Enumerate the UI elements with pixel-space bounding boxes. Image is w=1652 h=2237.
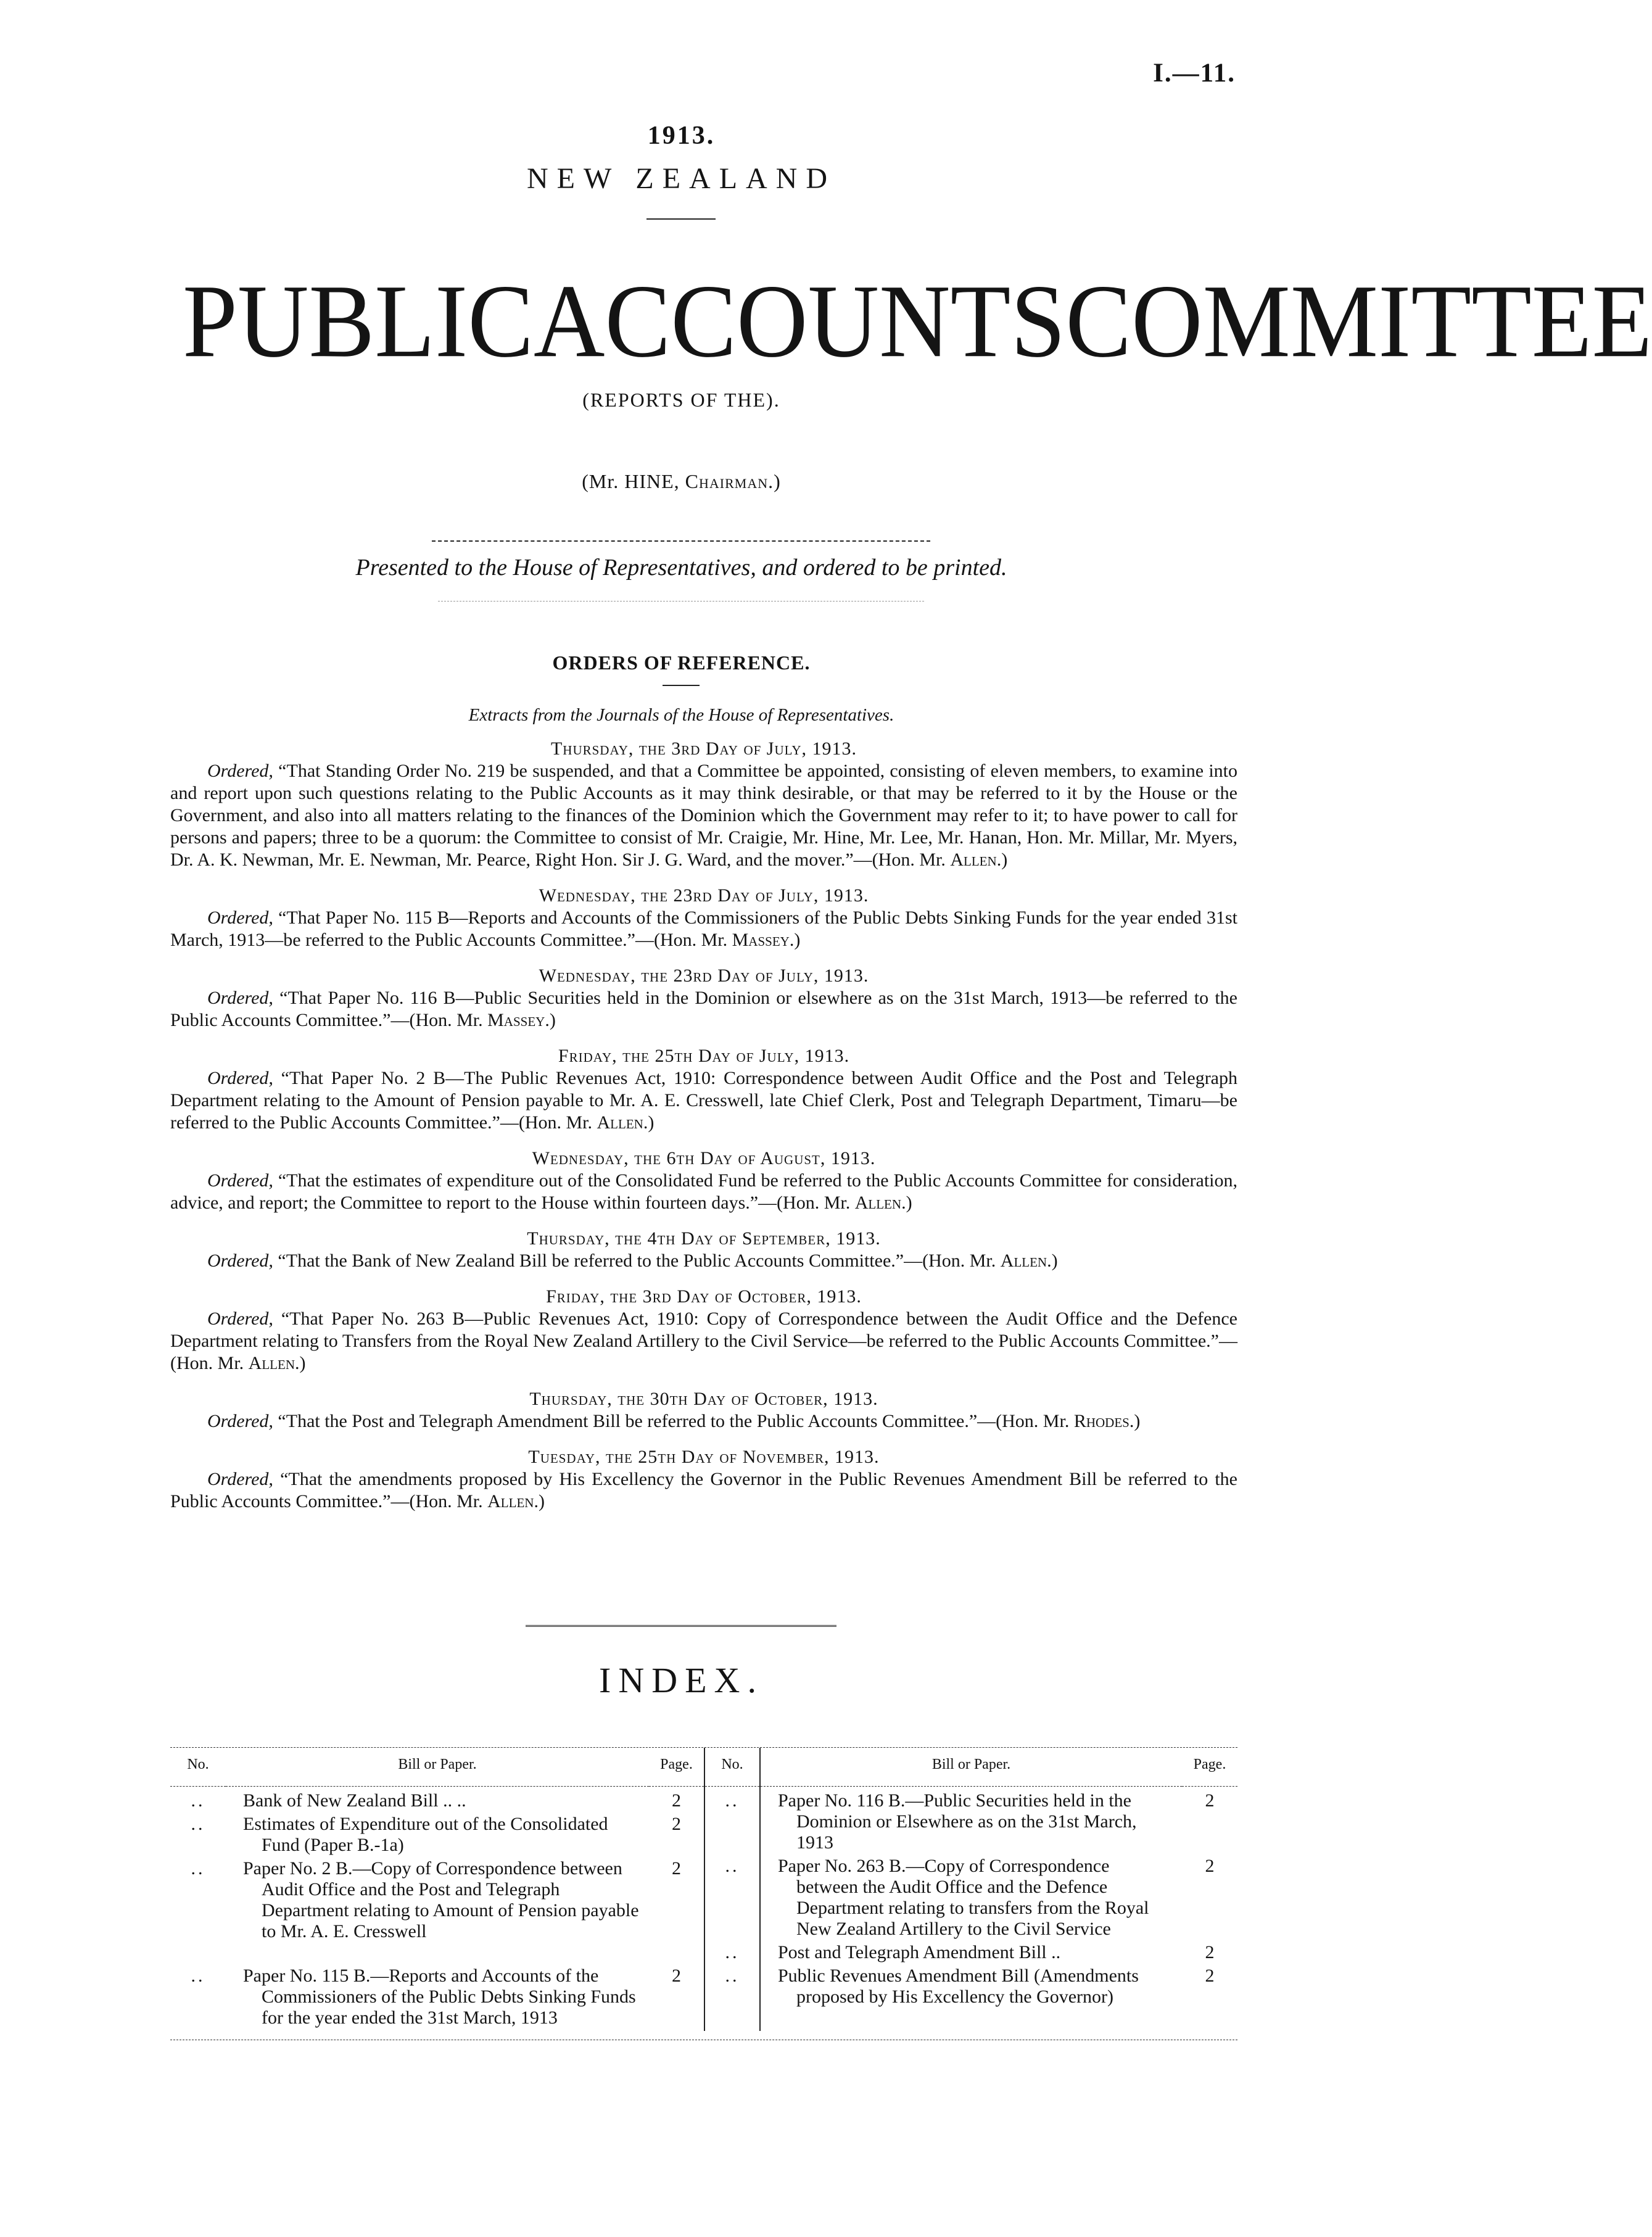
col-bill: Bill or Paper. <box>760 1748 1182 1787</box>
title-word: COMMITTEE <box>1065 262 1652 379</box>
paper-reference: I.—11. <box>1153 59 1236 88</box>
order-lead: Ordered, <box>207 1469 273 1489</box>
order-body: “That Standing Order No. 219 be suspended, and that a Committee be appointed, consisting of eleven members, to examine into and report upon such questions relating to the Public Accounts as it may think desirable, or that may be referred to it by the House or the Government, and also into all matters relating to the finances of the Dominion which the Government may refer to it; to have power to call for persons and papers; three to be a quorum: the Committee to consist of Mr. Craigie, Mr. Hine, Mr. Lee, Mr. Hanan, Hon. Mr. Millar, Mr. Myers, Dr. A. K. Newman, Mr. E. Newman, Mr. Pearce, Right Hon. Sir J. G. Ward, and the mover.”—(Hon. Mr. <box>170 761 1237 870</box>
order-lead: Ordered, <box>207 908 273 928</box>
entry-page: 2 <box>1205 1942 1215 1962</box>
order-mover: Allen <box>950 850 997 870</box>
order-text <box>170 1308 1237 1375</box>
index-header-row <box>170 1748 1237 1787</box>
order-tail: .) <box>1129 1411 1141 1431</box>
order-tail: .) <box>789 930 801 950</box>
index-body-row <box>170 1787 1237 2032</box>
order-mover: Rhodes <box>1073 1411 1130 1431</box>
left-page-column <box>649 1787 704 2032</box>
order-body: “That Paper No. 115 B—Reports and Accounts of the Commissioners of the Public Debts Sinking Funds for the year ended 31st March, 1913—be referred to the Public Accounts Committee.”—(Hon. Mr. <box>170 908 1237 950</box>
entry-page: 2 <box>1205 1856 1215 1876</box>
order-text <box>170 907 1237 951</box>
entry-title: Paper No. 115 B.—Reports and Accounts of the Commissioners of the Public Debts Sinking Funds for the year ended the 31st March, 1913 <box>243 1966 636 2028</box>
entry-title: Post and Telegraph Amendment Bill .. <box>778 1942 1061 1962</box>
order-date: Wednesday, the 23rd Day of July, 1913. <box>539 885 869 906</box>
year: 1913. <box>647 122 716 150</box>
order-entry <box>170 1228 1237 1272</box>
index-heading: INDEX. <box>599 1660 764 1700</box>
order-body: “That Paper No. 2 B—The Public Revenues Act, 1910: Correspondence between Audit Office and the Post and Telegraph Department relating to the Amount of Pension payable to Mr. A. E. Cresswell, late Chief Clerk, Post and Telegraph Department, Timaru—be referred to the Public Accounts Committee.”—(Hon. Mr. <box>170 1068 1237 1133</box>
order-entry <box>170 1147 1237 1214</box>
order-date: Thursday, the 3rd Day of July, 1913. <box>550 738 857 759</box>
entry-title: Bank of New Zealand Bill .. .. <box>243 1790 466 1811</box>
order-tail: .) <box>643 1112 655 1133</box>
order-lead: Ordered, <box>207 1170 273 1191</box>
order-date: Thursday, the 30th Day of October, 1913. <box>529 1389 878 1409</box>
entry-page: 2 <box>672 1858 681 1879</box>
order-body: “That the Post and Telegraph Amendment Bill be referred to the Public Accounts Committee.”—(Hon. Mr. <box>273 1411 1074 1431</box>
order-body: “That Paper No. 116 B—Public Securities held in the Dominion or elsewhere as on the 31st March, 1913—be referred to the Public Accounts Committee.”—(Hon. Mr. <box>170 988 1237 1030</box>
entry-no: .. <box>191 1966 205 1986</box>
index-entry <box>778 1942 1173 1963</box>
country-heading: NEW ZEALAND <box>526 162 836 195</box>
index-entry <box>243 1858 640 1963</box>
order-lead: Ordered, <box>207 1251 273 1271</box>
entry-no: .. <box>725 1856 740 1876</box>
order-date: Wednesday, the 6th Day of August, 1913. <box>532 1148 876 1168</box>
col-no: No. <box>170 1748 226 1787</box>
index-entry <box>778 1790 1173 1853</box>
order-entry <box>170 1388 1237 1433</box>
order-lead: Ordered, <box>207 1411 273 1431</box>
order-text <box>170 1067 1237 1134</box>
order-date: Friday, the 3rd Day of October, 1913. <box>546 1286 862 1307</box>
presented-line: Presented to the House of Representatives, and ordered to be printed. <box>355 555 1007 581</box>
entry-no: .. <box>725 1942 740 1962</box>
entry-no: .. <box>191 1790 205 1811</box>
entry-page: 2 <box>672 1790 681 1811</box>
order-body: “That Paper No. 263 B—Public Revenues Act, 1910: Copy of Correspondence between the Audit Office and the Defence Department relating to Transfers from the Royal New Zealand Artillery to the Civil Service—be referred to the Public Accounts Committee.”—(Hon. Mr. <box>170 1309 1237 1373</box>
order-mover: Massey <box>487 1010 545 1030</box>
order-entry <box>170 885 1237 951</box>
order-mover: Massey <box>732 930 790 950</box>
index-entry <box>243 1966 640 2028</box>
order-entry <box>170 738 1237 871</box>
order-mover: Allen <box>854 1193 902 1213</box>
entry-no: .. <box>191 1858 205 1879</box>
entry-page: 2 <box>672 1966 681 1986</box>
index-table <box>170 1747 1237 2040</box>
divider <box>438 601 924 602</box>
order-text <box>170 1410 1237 1433</box>
order-tail: .) <box>1047 1251 1058 1271</box>
entry-title: Public Revenues Amendment Bill (Amendments proposed by His Excellency the Governor) <box>778 1966 1139 2007</box>
subtitle: (REPORTS OF THE). <box>582 389 780 411</box>
order-lead: Ordered, <box>207 988 273 1008</box>
order-entry <box>170 1045 1237 1134</box>
order-entry <box>170 965 1237 1032</box>
entry-title: Paper No. 116 B.—Public Securities held in the Dominion or Elsewhere as on the 31st March, 1913 <box>778 1790 1137 1853</box>
order-tail: .) <box>996 850 1008 870</box>
country-underline <box>646 218 716 220</box>
order-entry <box>170 1446 1237 1513</box>
divider <box>432 540 930 542</box>
order-text <box>170 987 1237 1032</box>
chairman-suffix: .) <box>768 470 781 492</box>
entry-title: Paper No. 2 B.—Copy of Correspondence between Audit Office and the Post and Telegraph Department relating to Amount of Pension payable to Mr. A. E. Cresswell <box>243 1858 639 1941</box>
entry-page: 2 <box>1205 1966 1215 1986</box>
order-lead: Ordered, <box>207 761 273 781</box>
entry-no: .. <box>725 1790 740 1811</box>
order-mover: Allen <box>487 1491 534 1511</box>
order-text <box>170 760 1237 871</box>
entry-page: 2 <box>1205 1790 1215 1811</box>
order-mover: Allen <box>597 1112 643 1133</box>
order-text <box>170 1170 1237 1214</box>
right-bill-column <box>760 1787 1182 2032</box>
order-tail: .) <box>295 1353 306 1373</box>
col-bill: Bill or Paper. <box>226 1748 649 1787</box>
document-title <box>183 262 1652 379</box>
entry-no: .. <box>725 1966 740 1986</box>
order-lead: Ordered, <box>207 1068 273 1088</box>
entry-title: Estimates of Expenditure out of the Consolidated Fund (Paper B.-1a) <box>243 1814 608 1855</box>
order-date: Tuesday, the 25th Day of November, 1913. <box>528 1447 880 1467</box>
order-mover: Allen <box>248 1353 295 1373</box>
entry-no: .. <box>191 1814 205 1834</box>
col-page: Page. <box>1182 1748 1237 1787</box>
order-body: “That the estimates of expenditure out of the Consolidated Fund be referred to the Public Accounts Committee for consideration, advice, and report; the Committee to report to the House within fourteen days.”—(Hon. Mr. <box>170 1170 1237 1213</box>
orders-list <box>170 738 1237 1526</box>
order-date: Wednesday, the 23rd Day of July, 1913. <box>539 966 869 986</box>
order-mover: Allen <box>1000 1251 1047 1271</box>
orders-heading: ORDERS OF REFERENCE. <box>552 651 811 674</box>
index-entry <box>778 1856 1173 1940</box>
right-no-column <box>704 1787 760 2032</box>
index-entry <box>243 1790 640 1811</box>
left-bill-column <box>226 1787 649 2032</box>
index-entry <box>778 1966 1173 2008</box>
order-lead: Ordered, <box>207 1309 273 1329</box>
order-entry <box>170 1286 1237 1375</box>
order-tail: .) <box>545 1010 556 1030</box>
order-body: “That the Bank of New Zealand Bill be referred to the Public Accounts Committee.”—(Hon. Mr. <box>273 1251 1001 1271</box>
entry-title: Paper No. 263 B.—Copy of Correspondence between the Audit Office and the Defence Department relating to transfers from the Royal New Zealand Artillery to the Civil Service <box>778 1856 1149 1939</box>
right-page-column <box>1182 1787 1237 2032</box>
entry-page: 2 <box>672 1814 681 1834</box>
order-date: Thursday, the 4th Day of September, 1913. <box>527 1228 881 1249</box>
chairman-prefix: (Mr. HINE, <box>582 470 685 492</box>
extracts-line: Extracts from the Journals of the House of Representatives. <box>468 705 894 725</box>
title-word: ACCOUNTS <box>533 262 1066 379</box>
order-tail: .) <box>534 1491 545 1511</box>
title-word: PUBLIC <box>183 262 534 379</box>
order-text <box>170 1468 1237 1513</box>
order-tail: .) <box>901 1193 912 1213</box>
orders-underline <box>663 685 700 686</box>
chairman-role: Chairman <box>685 470 769 492</box>
index-entry <box>243 1814 640 1856</box>
order-text <box>170 1250 1237 1272</box>
left-no-column <box>170 1787 226 2032</box>
col-no: No. <box>704 1748 760 1787</box>
chairman-line <box>0 470 1363 493</box>
order-body: “That the amendments proposed by His Excellency the Governor in the Public Revenues Amendment Bill be referred to the Public Accounts Committee.”—(Hon. Mr. <box>170 1469 1237 1511</box>
col-page: Page. <box>649 1748 704 1787</box>
order-date: Friday, the 25th Day of July, 1913. <box>558 1046 850 1066</box>
divider <box>526 1625 836 1627</box>
